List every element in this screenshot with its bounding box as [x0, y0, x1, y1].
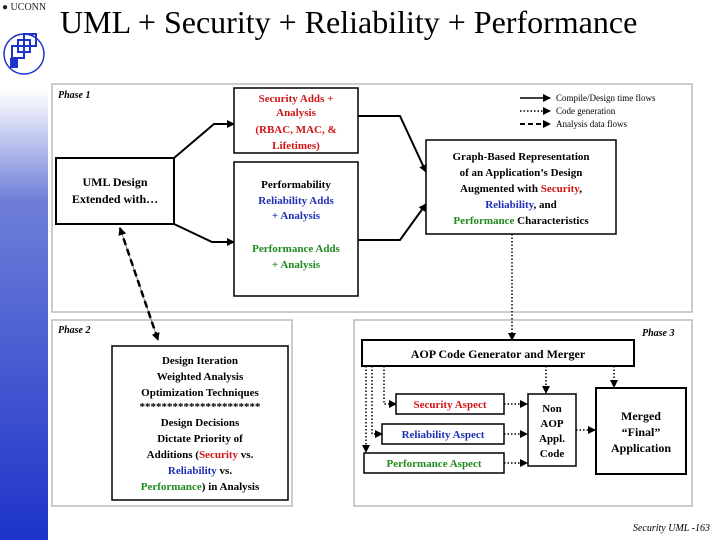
- security-adds-line1: Security Adds +: [258, 93, 334, 105]
- uml-design-box: [56, 158, 174, 224]
- legend-compile-label: Compile/Design time flows: [556, 93, 656, 103]
- graph-line4: Reliability, and: [485, 199, 557, 211]
- design-iter-line7: Reliability vs.: [167, 465, 233, 477]
- non-aop-line3: Appl.: [539, 433, 565, 445]
- security-adds-line2: Analysis: [276, 107, 316, 119]
- phase3-label: Phase 3: [642, 328, 675, 339]
- non-aop-line2: AOP: [540, 418, 564, 430]
- brand-text: UCONN: [10, 2, 47, 13]
- phase1-label: Phase 1: [58, 90, 91, 101]
- graph-line1: Graph-Based Representation: [452, 151, 590, 163]
- design-iter-line2: Weighted Analysis: [156, 371, 244, 383]
- reliability-adds-label: Reliability Adds: [258, 195, 334, 207]
- security-aspect-label: Security Aspect: [413, 399, 487, 411]
- legend-codegen-label: Code generation: [556, 106, 616, 116]
- merged-line3: Application: [610, 441, 672, 455]
- performance-analysis-label: + Analysis: [271, 259, 321, 271]
- seal-icon: ●: [2, 2, 9, 13]
- graph-line2: of an Application’s Design: [459, 167, 583, 179]
- performance-aspect-label: Performance Aspect: [386, 458, 482, 470]
- non-aop-line4: Code: [539, 448, 565, 460]
- design-iter-line6: Additions (Security vs.: [146, 449, 254, 461]
- page-title: UML + Security + Reliability + Performance: [60, 4, 638, 40]
- reliability-analysis-label: + Analysis: [271, 210, 321, 222]
- reliability-aspect-label: Reliability Aspect: [401, 429, 485, 441]
- security-adds-line3: (RBAC, MAC, &: [255, 124, 337, 136]
- security-adds-line4: Lifetimes): [272, 140, 320, 152]
- design-iter-line8: Performance) in Analysis: [140, 481, 260, 493]
- merged-line2: “Final”: [621, 425, 661, 439]
- uml-design-line1: UML Design: [82, 175, 148, 189]
- design-iter-line1: Design Iteration: [161, 355, 239, 367]
- aop-generator-label: AOP Code Generator and Merger: [410, 347, 586, 361]
- phase2-label: Phase 2: [58, 325, 91, 336]
- slide-footer: Security UML -163: [632, 523, 710, 534]
- design-iter-line5: Dictate Priority of: [157, 433, 243, 445]
- legend-analysis-label: Analysis data flows: [556, 119, 627, 129]
- merged-line1: Merged: [621, 409, 661, 423]
- design-iter-stars: **********************: [139, 401, 261, 413]
- uml-design-line2: Extended with…: [71, 192, 159, 206]
- performability-label: Performability: [261, 179, 331, 191]
- design-iter-line3: Optimization Techniques: [141, 387, 259, 399]
- graph-line5: Performance Characteristics: [453, 215, 589, 227]
- design-iter-line4: Design Decisions: [160, 417, 240, 429]
- non-aop-line1: Non: [542, 403, 562, 415]
- graph-line3: Augmented with Security,: [460, 183, 582, 195]
- performance-adds-label: Performance Adds: [252, 243, 340, 255]
